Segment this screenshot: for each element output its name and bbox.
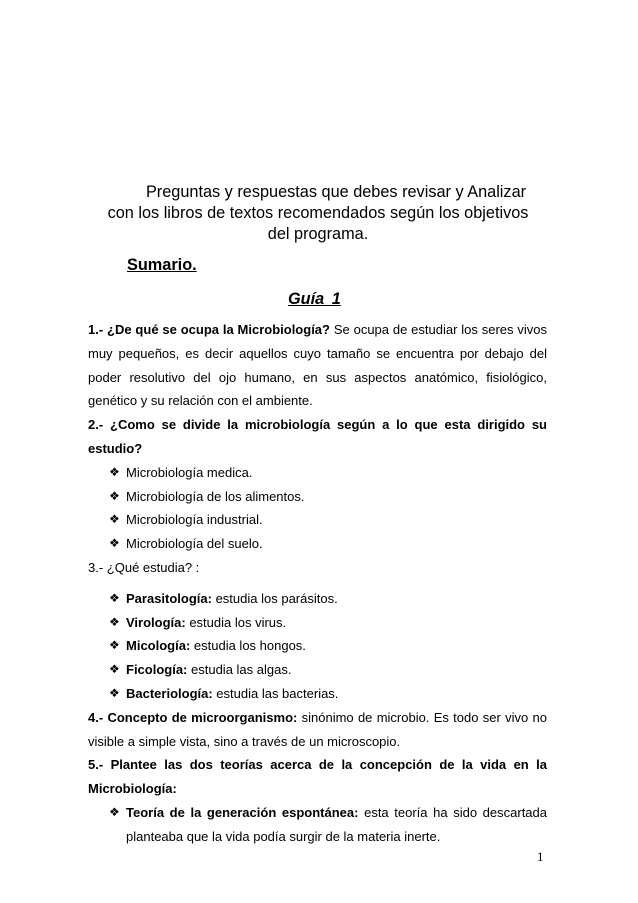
diamond-bullet-icon: ❖ [109, 685, 120, 700]
list-item: ❖ Microbiología medica. [109, 461, 547, 485]
question-1-label: 1.- ¿De qué se ocupa la Microbiología? [88, 322, 330, 337]
page-number: 1 [537, 849, 544, 864]
question-1 [88, 318, 547, 413]
question-5-list [88, 801, 547, 849]
question-1-answer: Se ocupa de estudiar los seres vivos muy pequeños, es decir aquellos cuyo tamaño se encuentra por debajo del poder resolutivo del ojo humano, en sus aspectos anatómico, fisiológico, genético y su relación con el ambiente. [88, 322, 547, 409]
diamond-bullet-icon: ❖ [109, 536, 120, 551]
document-body [88, 318, 547, 849]
guia-heading: Guía 1 [288, 290, 341, 308]
list-item: ❖ Teoría de la generación espontánea: esta teoría ha sido descartada planteaba que la vida podía surgir de la materia inerte. [109, 801, 547, 849]
intro-line-3: del programa. [267, 225, 369, 243]
list-item: ❖ Parasitología: estudia los parásitos. [109, 587, 547, 611]
list-item: ❖ Virología: estudia los virus. [109, 611, 547, 635]
diamond-bullet-icon: ❖ [109, 512, 120, 527]
intro-line-2: con los libros de textos recomendados según los objetivos [107, 204, 529, 222]
list-item: ❖ Micología: estudia los hongos. [109, 634, 547, 658]
question-3-label: 3.- ¿Qué estudia? : [88, 559, 200, 575]
question-4 [88, 706, 547, 754]
diamond-bullet-icon: ❖ [109, 488, 120, 503]
question-4-label: 4.- Concepto de microorganismo: [88, 709, 298, 725]
diamond-bullet-icon: ❖ [109, 638, 120, 653]
diamond-bullet-icon: ❖ [109, 804, 120, 819]
intro-heading [88, 182, 548, 245]
diamond-bullet-icon: ❖ [109, 464, 120, 479]
question-2-label: 2.- ¿Como se divide la microbiología según a lo que esta dirigido su estudio? [88, 417, 547, 456]
diamond-bullet-icon: ❖ [109, 614, 120, 629]
list-item: ❖ Bacteriología: estudia las bacterias. [109, 682, 547, 706]
list-item: ❖ Ficología: estudia las algas. [109, 658, 547, 682]
question-4-answer: sinónimo de microbio. Es todo ser vivo no visible a simple vista, sino a través de un microscopio. [88, 709, 547, 749]
question-2-list [88, 461, 547, 556]
list-item: ❖ Microbiología del suelo. [109, 532, 547, 556]
sumario-heading: Sumario. [127, 256, 197, 274]
list-item: ❖ Microbiología de los alimentos. [109, 485, 547, 509]
question-3-list [88, 587, 547, 706]
diamond-bullet-icon: ❖ [109, 662, 120, 677]
question-5-label: 5.- Plantee las dos teorías acerca de la concepción de la vida en la Microbiología: [88, 757, 547, 797]
intro-line-1: Preguntas y respuestas que debes revisar y Analizar [145, 183, 527, 201]
list-item: ❖ Microbiología industrial. [109, 508, 547, 532]
diamond-bullet-icon: ❖ [109, 590, 120, 605]
